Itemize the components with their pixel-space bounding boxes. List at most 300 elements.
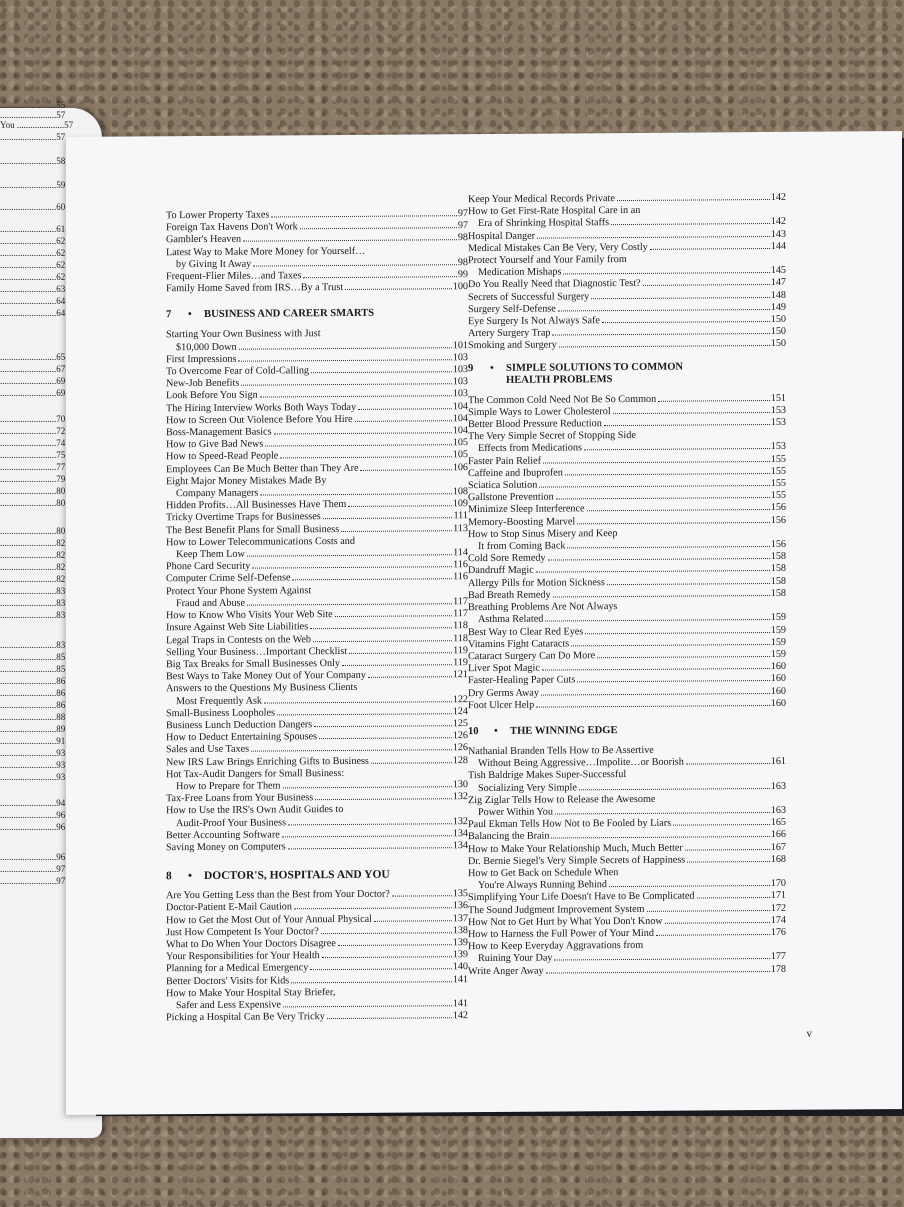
left-page-entry-fragment: .........................77 [0,462,66,472]
entry-page-number: 158 [770,587,786,599]
section-title: BUSINESS AND CAREER SMARTS [204,308,375,321]
left-page-entry-fragment: .........................59 [0,180,66,190]
section-bullet: • [188,870,193,883]
entry-title: Bad Breath Remedy [468,589,551,602]
entry-page-number: 118 [453,632,468,644]
dot-leader [315,798,451,800]
entry-title: Safer and Less Expensive [176,999,281,1012]
dot-leader [274,432,452,434]
entry-page-number: 168 [770,853,786,865]
entry-page-number: 106 [452,461,468,473]
left-page-entry-fragment: .........................61 [0,224,66,234]
entry-page-number: 99 [457,269,468,281]
left-page-entry-fragment: .........................88 [0,712,66,722]
entry-title: Cold Sore Remedy [468,552,546,565]
entry-title: Asthma Related [478,613,544,626]
entry-title: Answers to the Questions My Business Clients [166,682,358,695]
left-page-entry-fragment: .........................69 [0,388,66,398]
entry-title: How to Make Your Relationship Much, Much Better [468,842,683,855]
entry-page-number: 163 [770,780,786,792]
dot-leader [613,412,770,414]
entry-title: It from Coming Back [478,540,566,553]
entry-page-number: 159 [770,648,786,660]
dot-leader [543,461,770,464]
dot-leader [587,509,770,511]
entry-page-number: 139 [452,937,468,949]
entry-title: New IRS Law Brings Enriching Gifts to Business [166,755,369,768]
section-8-heading [166,868,468,882]
entry-title: Protect Yourself and Your Family from [468,254,627,267]
entry-page-number: 104 [452,412,468,425]
entry-title: How to Keep Everyday Aggravations from [468,940,644,953]
entry-page-number: 134 [452,840,468,852]
entries-continued [166,208,468,296]
left-page-entry-fragment: .........................85 [0,652,66,662]
left-page-entry-fragment: .........................86 [0,676,66,686]
left-page-entry-fragment: .........................63 [0,284,66,294]
left-page-entry-fragment: .........................79 [0,474,66,484]
dot-leader [294,908,452,910]
entry-page-number: 109 [452,498,468,510]
entry-page-number: 134 [452,827,468,839]
entry-page-number: 117 [453,608,468,620]
entry-page-number: 161 [770,756,786,768]
left-page-entry-fragment: .........................89 [0,724,66,734]
entry-page-number: 148 [770,289,786,301]
dot-leader [260,493,451,495]
entry-title: Memory-Boosting Marvel [468,516,576,528]
entry-page-number: 155 [770,453,786,465]
entry-page-number: 156 [770,538,786,551]
entry-page-number: 140 [452,961,468,973]
entry-page-number: 119 [453,644,468,656]
left-page-entry-fragment: .........................64 [0,308,66,318]
left-page-entry-fragment: .........................83 [0,586,66,596]
entry-title: Minimize Sleep Interference [468,503,585,516]
entry-title: Cataract Surgery Can Do More [468,650,596,663]
dot-leader [265,444,451,446]
entry-page-number: 122 [452,693,468,705]
entry-title: Foot Ulcer Help [468,699,535,711]
dot-leader [541,693,770,696]
entry-page-number: 147 [770,277,786,289]
dot-leader [537,236,770,239]
left-page-entry-fragment: .........................62 [0,236,66,246]
entry-page-number: 126 [452,742,468,754]
dot-leader [355,420,452,422]
entry-title: How to Screen Out Violence Before You Hire [166,413,353,427]
entry-page-number: 104 [452,425,468,437]
entry-title: What to Do When Your Doctors Disagree [166,938,336,951]
left-page-entry-fragment: .........................60 [0,202,66,212]
entry-page-number: 139 [452,949,468,961]
dot-leader [313,640,452,642]
entry-title: Without Being Aggressive…Impolite…or Boorish [478,756,684,770]
section-bullet: • [188,309,192,321]
left-page-entry-fragment: .........................83 [0,640,66,650]
entry-page-number: 135 [452,888,468,900]
entry-title: Dr. Bernie Siegel's Very Simple Secrets of Happiness [468,854,686,867]
left-page-entry-fragment: .........................57 [0,110,66,120]
entry-page-number: 145 [770,265,786,277]
left-page-entry-fragment: .........................94 [0,798,66,808]
entry-page-number: 165 [770,817,786,829]
dot-leader [247,603,452,605]
left-page-entry-fragment: .........................86 [0,688,66,698]
entry-title: How Not to Get Hurt by What You Don't Know [468,915,663,928]
left-page-entry-fragment: .........................65 [0,352,66,362]
entry-title: Computer Crime Self-Defense [166,572,291,585]
dot-leader [558,309,770,311]
dot-leader [607,583,770,585]
entry-page-number: 116 [453,571,468,583]
entry-page-number: 119 [453,657,468,669]
left-page-entry-fragment: .........................72 [0,426,66,436]
entry-page-number: 171 [770,890,786,902]
entry-title: Better Doctors' Visits for Kids [166,974,290,987]
entry-page-number: 101 [452,339,468,351]
entry-title: How to Use the IRS's Own Audit Guides to [166,804,344,817]
entry-page-number: 163 [770,804,786,816]
entry-page-number: 155 [770,465,786,477]
entry-title: How to Get First-Rate Hospital Care in an [468,205,641,218]
entry-title: Small-Business Loopholes [166,707,275,719]
entry-title: The Common Cold Need Not Be So Common [468,393,657,406]
dot-leader [548,558,770,561]
entry-title: Hospital Danger [468,230,536,242]
entry-page-number: 105 [452,449,468,461]
left-page-entry-fragment: .........................80 [0,486,66,496]
left-page-entry-fragment: .........................96 [0,822,66,832]
section-title: DOCTOR'S, HOSPITALS AND YOU [204,868,390,883]
dot-leader [687,861,769,863]
entry-page-number: 142 [452,1010,468,1022]
entry-title: Fraud and Abuse [176,597,246,610]
dot-leader [665,922,770,924]
dot-leader [584,448,770,450]
entry-title: Simple Ways to Lower Cholesterol [468,405,611,418]
entry-title: Liver Spot Magic [468,662,540,675]
dot-leader [650,248,770,250]
entry-page-number: 159 [770,636,786,648]
entry-title: Most Frequently Ask [176,695,263,707]
entry-title: How to Make Your Hospital Stay Briefer, [166,986,336,1000]
dot-leader [685,849,770,851]
dot-leader [345,288,452,290]
entry-page-number: 166 [770,829,786,841]
entry-page-number: 150 [770,338,786,350]
section-8-entries [166,888,468,1024]
dot-leader [358,408,452,410]
entry-title: Allergy Pills for Motion Sickness [468,576,605,589]
dot-leader [567,546,769,548]
entry-page-number: 155 [770,477,786,490]
left-page-entry-fragment: .........................64 [0,296,66,306]
dot-leader [277,713,452,715]
entry-page-number: 100 [452,281,468,293]
entry-page-number: 153 [770,441,786,453]
toc-entry [166,840,468,854]
dot-leader [643,284,770,286]
dot-leader [555,812,770,814]
entry-page-number: 141 [452,998,468,1010]
entry-page-number: 116 [453,559,468,571]
dot-leader [374,920,452,922]
dot-leader [539,485,769,488]
entry-page-number: 137 [452,912,468,924]
entry-page-number: 108 [452,486,468,498]
dot-leader [282,835,452,837]
entry-title: Gambler's Heaven [166,234,242,246]
entry-title: Your Responsibilities for Your Health [166,950,320,963]
entry-title: Power Within You [478,806,553,818]
entry-page-number: 142 [770,216,786,228]
left-page-entry-fragment: .........................82 [0,562,66,572]
left-page-entry-fragment: .........................55 [0,100,66,110]
left-page-entry-fragment: .........................82 [0,550,66,560]
entry-title: How to Speed-Read People [166,450,279,463]
entry-title: Selling Your Business…Important Checklist [166,645,348,658]
left-page-entry-fragment: .........................62 [0,272,66,282]
entry-page-number: 97 [457,220,468,232]
dot-leader [591,297,770,299]
entry-page-number: 158 [770,563,786,575]
entry-title: You're Always Running Behind [478,879,607,892]
entry-title: Gallstone Prevention [468,491,554,504]
dot-leader [686,763,770,765]
entry-title: Sciatica Solution [468,479,538,492]
section-number: 8 [166,870,172,883]
entry-title: How to Prepare for Them [176,780,281,793]
entry-title: How to Stop Sinus Misery and Keep [468,527,618,540]
entry-page-number: 159 [770,624,786,636]
dot-leader [371,762,452,764]
entry-title: How to Deduct Entertaining Spouses [166,731,318,744]
section-10-entries [468,744,786,978]
left-page-entry-fragment: .........................93 [0,760,66,770]
entry-page-number: 121 [452,669,468,681]
entry-page-number: 174 [770,914,786,926]
left-page-entry-fragment: .........................70 [0,414,66,424]
entry-page-number: 132 [452,815,468,827]
left-page-entry-fragment: .........................96 [0,852,66,862]
dot-leader [609,885,770,887]
entry-page-number: 167 [770,841,786,853]
entry-title: How to Know Who Visits Your Web Site [166,609,333,622]
entry-title: Era of Shrinking Hospital Staffs [478,217,610,230]
entry-page-number: 130 [452,779,468,791]
entry-title: Faster-Healing Paper Cuts [468,674,576,687]
dot-leader [658,400,770,402]
entry-title: How to Harness the Full Power of Your Mind [468,927,654,941]
left-page-entry-fragment: .........................85 [0,664,66,674]
dot-leader [322,956,452,958]
entry-page-number: 111 [453,510,468,522]
dot-leader [565,473,770,475]
entry-title: Family Home Saved from IRS…By a Trust [166,282,344,295]
entry-title: Are You Getting Less than the Best from Your Doctor? [166,888,390,902]
entry-page-number: 103 [452,388,468,400]
entry-page-number: 178 [770,963,786,975]
entry-page-number: 153 [770,404,786,416]
dot-leader [247,554,452,556]
entry-title: Saving Money on Computers [166,841,286,854]
dot-leader [280,457,451,459]
toc-entry [468,698,786,712]
entry-title: Eye Surgery Is Not Always Safe [468,315,600,328]
entry-page-number: 141 [452,973,468,985]
entry-title: How to Give Bad News [166,438,264,451]
toc-entry [166,1010,468,1024]
dot-leader [264,701,452,703]
dot-leader [602,321,770,323]
entry-page-number: 132 [452,791,468,803]
entry-title: To Overcome Fear of Cold-Calling [166,365,310,378]
entry-title: The Hiring Interview Works Both Ways Today [166,401,357,414]
entry-title: Better Accounting Software [166,829,280,841]
entry-page-number: 126 [452,730,468,742]
dot-leader [271,215,456,217]
entry-title: Protect Your Phone System Against [166,584,312,597]
left-page-entry-fragment: .........................93 [0,772,66,782]
entry-page-number: 105 [452,437,468,449]
section-9-heading [468,361,786,387]
left-page-entry-fragment: You .....................57 [0,120,74,130]
section-title: THE WINNING EDGE [510,724,618,737]
entry-title: The Very Simple Secret of Stopping Side [468,430,636,443]
entry-title: Hidden Profits…All Businesses Have Them [166,499,347,512]
dot-leader [577,522,769,524]
toc-page [66,131,902,1115]
left-page-entry-fragment: .........................80 [0,498,66,508]
entry-page-number: 150 [770,313,786,326]
entry-title: Simplifying Your Life Doesn't Have to Be Complicated [468,890,695,904]
entry-page-number: 151 [770,392,786,404]
entry-title: Caffeine and Ibuprofen [468,467,563,479]
dot-leader [327,1017,452,1019]
entry-title: Frequent-Flier Miles…and Taxes [166,270,302,283]
dot-leader [673,824,770,826]
entry-page-number: 97 [457,208,468,220]
section-10-heading [468,724,786,738]
entry-title: Boss-Management Basics [166,426,272,439]
dot-leader [542,668,770,671]
dot-leader [559,345,770,347]
left-page-entry-fragment: .........................93 [0,748,66,758]
dot-leader [341,530,452,532]
entry-title: Tricky Overtime Traps for Businesses [166,511,321,524]
entry-title: Look Before You Sign [166,390,258,402]
entry-page-number: 98 [457,232,468,244]
dot-leader [288,823,452,825]
entry-page-number: 176 [770,926,786,938]
dot-leader [241,383,451,385]
left-page-entry-fragment: .........................96 [0,810,66,820]
dot-leader [597,656,770,658]
dot-leader [323,518,453,520]
entry-page-number: 160 [770,661,786,673]
dot-leader [552,333,769,336]
entry-title: Smoking and Surgery [468,339,557,352]
entry-title: How to Lower Telecommunications Costs and [166,535,355,549]
dot-leader [647,910,770,912]
entry-page-number: 170 [770,878,786,890]
entry-title: Better Blood Pressure Reduction [468,418,602,431]
entry-title: Latest Way to Make More Money for Yourself… [166,245,366,258]
entry-title: How to Get the Most Out of Your Annual Physical [166,913,373,926]
entry-page-number: 156 [770,514,786,526]
entry-title: Tish Baldrige Makes Super-Successful [468,769,627,782]
left-page-entry-fragment: .........................86 [0,700,66,710]
entry-title: Medical Mistakes Can Be Very, Very Costly [468,241,648,254]
dot-leader [536,705,770,708]
entry-title: Dry Germs Away [468,687,539,699]
dot-leader [291,981,451,983]
dot-leader [546,971,770,974]
entry-title: Paul Ekman Tells How Not to Be Fooled by Liars [468,817,672,831]
dot-leader [311,371,452,373]
section-7-entries [166,328,468,855]
dot-leader [239,347,452,349]
dot-leader [300,227,457,229]
dot-leader [617,199,770,201]
dot-leader [310,969,451,971]
dot-leader [556,497,770,499]
entry-page-number: 155 [770,490,786,502]
entry-title: Effects from Medications [478,442,582,455]
entry-title: Artery Surgery Trap [468,327,551,340]
toc-column-right [468,192,786,978]
toc-entry [468,963,786,977]
left-page-entry-fragment: .........................69 [0,376,66,386]
section-number: 10 [468,725,479,738]
entry-title: Planning for a Medical Emergency [166,962,309,975]
entry-page-number: 98 [457,256,468,268]
entry-page-number: 124 [452,705,468,717]
page-number: v [806,1027,812,1040]
entry-title: To Lower Property Taxes [166,209,270,222]
dot-leader [321,932,452,934]
dot-leader [697,897,770,899]
entry-title: How to Get Back on Schedule When [468,867,619,880]
dot-leader [238,359,451,361]
entry-title: Foreign Tax Havens Don't Work [166,221,298,234]
dot-leader [310,628,452,630]
entry-title: $10,000 Down [176,341,237,353]
left-page-entry-fragment: .........................82 [0,574,66,584]
dot-leader [551,836,769,839]
entry-title: Tax-Free Loans from Your Business [166,792,314,805]
dot-leader [368,676,452,678]
section-title: SIMPLE SOLUTIONS TO COMMON HEALTH PROBLEMS [506,361,684,386]
left-page-entry-fragment: .........................75 [0,450,66,460]
dot-leader [585,632,769,634]
dot-leader [252,567,452,569]
dot-leader [604,424,770,426]
entry-title: Secrets of Successful Surgery [468,290,590,303]
entry-page-number: 128 [452,754,468,766]
entry-title: Socializing Very Simple [478,781,577,794]
entry-title: Audit-Proof Your Business [176,816,287,829]
left-page-entry-fragment: .........................62 [0,260,66,270]
entry-page-number: 103 [452,376,468,388]
dot-leader [349,652,452,654]
entry-page-number: 143 [770,228,786,240]
toc-entry [468,338,786,352]
section-number: 9 [468,362,474,374]
entry-title: Starting Your Own Business with Just [166,328,321,341]
toc-column-left [166,208,468,1024]
